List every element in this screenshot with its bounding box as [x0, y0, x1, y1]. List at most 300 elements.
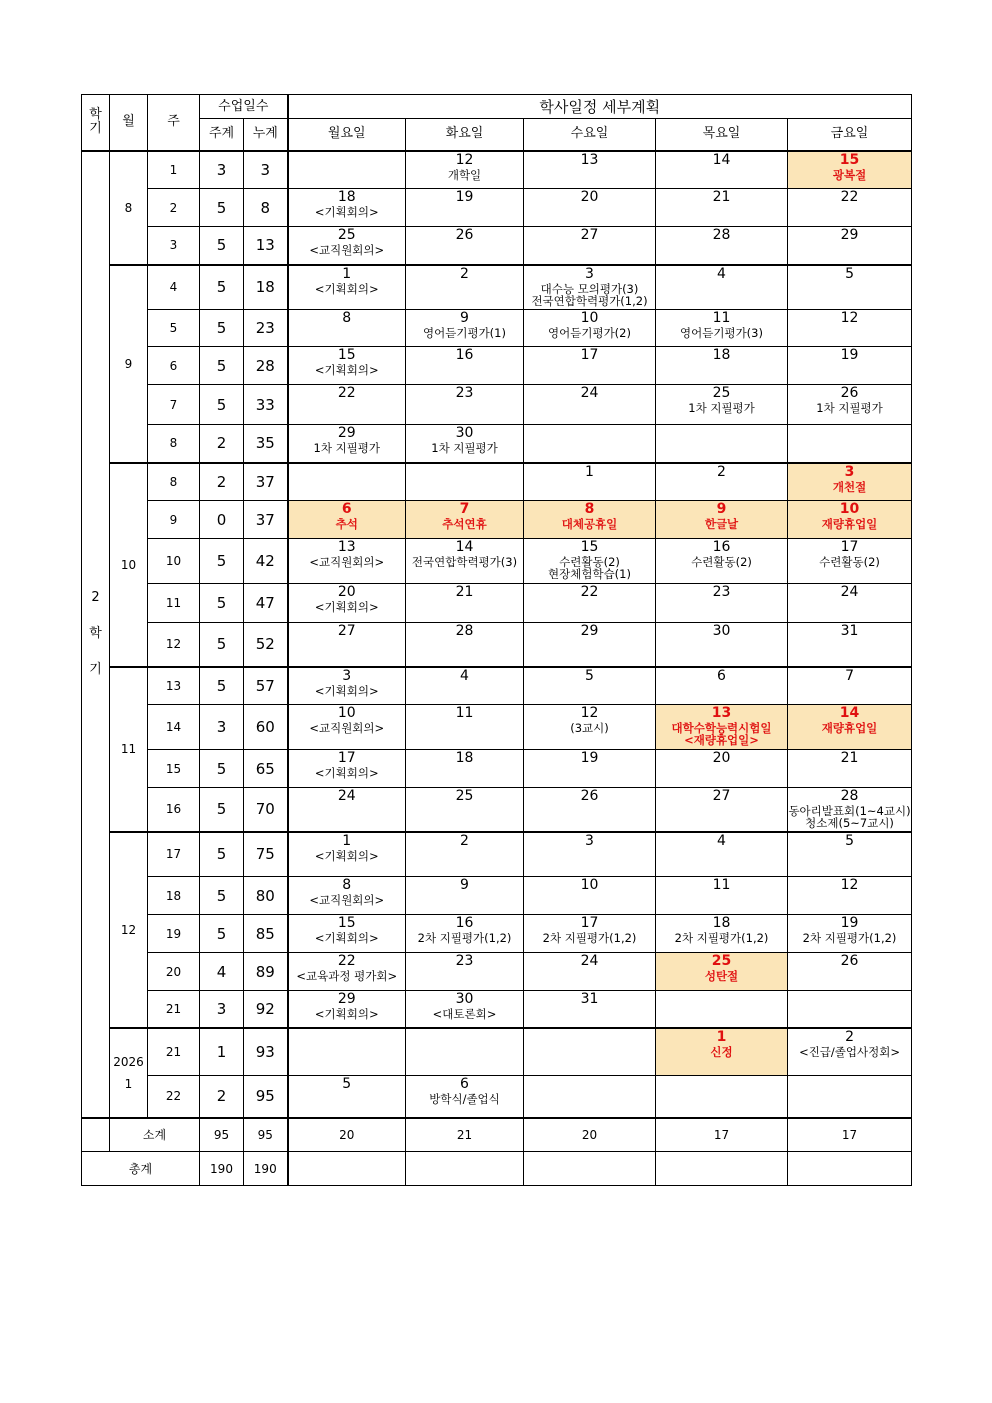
day-number: 1 — [342, 265, 352, 282]
day-cell — [656, 189, 788, 227]
day-number: 23 — [455, 385, 474, 401]
day-cell — [288, 953, 406, 991]
schedule-row — [82, 953, 912, 991]
event-label: 수련활동(2) — [691, 555, 752, 569]
day-cell — [788, 1028, 912, 1076]
day-number: 24 — [337, 788, 356, 804]
event-label: 2차 지필평가(1,2) — [417, 931, 512, 945]
weekly-days: 2 — [200, 425, 244, 463]
event-label: 대학수학능력시험일 — [671, 721, 772, 735]
day-number: 11 — [712, 310, 731, 326]
day-number: 27 — [712, 788, 731, 804]
day-cell — [406, 425, 524, 463]
day-cell — [524, 877, 656, 915]
day-cell — [656, 1028, 788, 1076]
cumulative-days: 95 — [244, 1076, 288, 1118]
event-label: <기획회의> — [314, 931, 379, 945]
event-label: <기획회의> — [314, 1007, 379, 1021]
cumulative-days: 35 — [244, 425, 288, 463]
day-number: 6 — [717, 667, 726, 684]
day-cell — [788, 623, 912, 667]
day-cell — [406, 991, 524, 1028]
day-number: 19 — [840, 915, 859, 931]
day-number: 20 — [337, 584, 356, 600]
day-cell — [288, 539, 406, 584]
event-label: <교직원회의> — [309, 721, 385, 735]
semester-header: 학 기 — [82, 95, 110, 151]
week-number: 22 — [148, 1076, 200, 1118]
day-cell — [524, 705, 656, 750]
day-cell — [288, 832, 406, 877]
day-cell — [288, 347, 406, 385]
subtotal-day-count: 21 — [406, 1118, 524, 1152]
month-cell: 10 — [110, 463, 148, 667]
event-label: <재량휴업일> — [684, 733, 759, 747]
day-number: 4 — [460, 667, 469, 684]
day-number: 5 — [845, 265, 854, 282]
day-number: 6 — [341, 501, 352, 517]
event-label: 2차 지필평가(1,2) — [542, 931, 637, 945]
event-label: <기획회의> — [314, 848, 379, 863]
day-cell — [656, 539, 788, 584]
event-label: <대토론회> — [432, 1007, 497, 1021]
event-label: 한글날 — [704, 517, 739, 531]
event-label: <기획회의> — [314, 600, 379, 614]
week-number: 11 — [148, 584, 200, 623]
event-label: <기획회의> — [314, 766, 379, 780]
cumulative-days: 93 — [244, 1028, 288, 1076]
day-number: 26 — [455, 227, 474, 243]
weekly-days: 5 — [200, 227, 244, 265]
day-number: 2 — [717, 463, 726, 480]
day-number: 15 — [839, 151, 860, 168]
plan-title: 학사일정 세부계획 — [288, 95, 912, 119]
schedule-row — [82, 915, 912, 953]
day-cell — [788, 539, 912, 584]
event-label: <교직원회의> — [309, 243, 385, 257]
day-number: 30 — [455, 425, 474, 441]
cumulative-days: 37 — [244, 463, 288, 501]
day-cell — [656, 584, 788, 623]
day-cell — [524, 953, 656, 991]
week-number: 10 — [148, 539, 200, 584]
day-cell — [524, 227, 656, 265]
week-number: 8 — [148, 425, 200, 463]
day-number: 30 — [712, 623, 731, 639]
weekly-days: 5 — [200, 347, 244, 385]
day-number: 1 — [585, 463, 594, 480]
day-cell — [288, 667, 406, 705]
weekly-days: 4 — [200, 953, 244, 991]
cumulative-days: 80 — [244, 877, 288, 915]
day-number: 28 — [712, 227, 731, 243]
day-cell — [288, 877, 406, 915]
weekly-days: 5 — [200, 265, 244, 310]
week-number: 1 — [148, 151, 200, 189]
subtotal-weekly: 95 — [200, 1118, 244, 1152]
day-number: 14 — [712, 151, 731, 168]
cumulative-days: 92 — [244, 991, 288, 1028]
day-number: 11 — [712, 877, 731, 893]
day-cell — [406, 877, 524, 915]
schedule-row — [82, 265, 912, 310]
weekly-days: 2 — [200, 1076, 244, 1118]
cumulative-days: 70 — [244, 788, 288, 832]
weekly-days: 3 — [200, 705, 244, 750]
day-cell — [288, 385, 406, 425]
day-cell — [524, 832, 656, 877]
day-number: 18 — [712, 347, 731, 363]
event-label: 청소제(5~7교시) — [805, 816, 894, 830]
event-label: 2차 지필평가(1,2) — [802, 931, 897, 945]
schedule-row — [82, 623, 912, 667]
weekday-header: 월요일 — [288, 119, 406, 151]
academic-schedule-table — [81, 94, 912, 1186]
cumulative-days: 18 — [244, 265, 288, 310]
weekly-days: 3 — [200, 991, 244, 1028]
schedule-row — [82, 667, 912, 705]
event-label: <기획회의> — [314, 281, 379, 296]
day-number: 21 — [455, 584, 474, 600]
schedule-row — [82, 832, 912, 877]
day-number: 22 — [840, 189, 859, 205]
day-number: 7 — [459, 501, 470, 517]
week-number: 4 — [148, 265, 200, 310]
total-cumulative: 190 — [244, 1152, 288, 1186]
week-number: 21 — [148, 991, 200, 1028]
month-cell: 9 — [110, 265, 148, 463]
day-number: 16 — [455, 915, 474, 931]
event-label: 광복절 — [832, 167, 867, 182]
day-number: 16 — [712, 539, 731, 555]
schedule-row — [82, 189, 912, 227]
weekly-days: 5 — [200, 877, 244, 915]
cumulative-days: 60 — [244, 705, 288, 750]
day-number: 13 — [711, 705, 732, 721]
day-cell — [288, 1028, 406, 1076]
subtotal-spacer — [82, 1118, 110, 1152]
event-label: 1차 지필평가 — [313, 441, 381, 455]
event-label: 1차 지필평가 — [431, 441, 498, 455]
day-cell — [524, 750, 656, 788]
weekly-days: 5 — [200, 667, 244, 705]
day-number: 4 — [717, 832, 726, 849]
day-number: 5 — [342, 1076, 352, 1092]
day-cell — [406, 750, 524, 788]
weekly-days: 5 — [200, 385, 244, 425]
day-cell — [288, 915, 406, 953]
day-number: 13 — [580, 151, 599, 168]
day-number: 17 — [840, 539, 859, 555]
day-number: 14 — [839, 705, 860, 721]
week-number: 3 — [148, 227, 200, 265]
day-cell — [406, 310, 524, 347]
day-cell — [288, 151, 406, 189]
day-number: 23 — [455, 953, 474, 969]
day-cell — [524, 501, 656, 539]
day-cell — [406, 915, 524, 953]
day-number: 3 — [585, 832, 594, 849]
day-number: 21 — [840, 750, 859, 766]
day-cell — [656, 265, 788, 310]
day-number: 29 — [840, 227, 859, 243]
weekly-days: 5 — [200, 623, 244, 667]
day-number: 3 — [585, 265, 594, 282]
event-label: <교육과정 평가회> — [296, 969, 398, 983]
day-cell — [288, 1076, 406, 1118]
day-cell — [788, 189, 912, 227]
cumulative-days: 75 — [244, 832, 288, 877]
total-empty-cell — [524, 1152, 656, 1186]
event-label: 전국연합학력평가(3) — [411, 555, 518, 569]
day-cell — [524, 915, 656, 953]
day-number: 27 — [580, 227, 599, 243]
subtotal-label: 소계 — [110, 1118, 200, 1152]
cumulative-days: 47 — [244, 584, 288, 623]
day-cell — [524, 265, 656, 310]
event-label: <기획회의> — [314, 363, 379, 377]
day-number: 22 — [337, 385, 356, 401]
day-number: 18 — [455, 750, 474, 766]
day-cell — [788, 227, 912, 265]
cumulative-days: 28 — [244, 347, 288, 385]
month-cell: 8 — [110, 151, 148, 265]
day-cell — [406, 385, 524, 425]
schedule-row — [82, 539, 912, 584]
weekly-days: 5 — [200, 750, 244, 788]
day-cell — [656, 310, 788, 347]
cumulative-header: 누계 — [244, 119, 288, 151]
day-number: 3 — [342, 667, 352, 684]
weekly-days: 5 — [200, 310, 244, 347]
week-number: 17 — [148, 832, 200, 877]
schedule-row — [82, 750, 912, 788]
day-cell — [524, 189, 656, 227]
weekly-days: 0 — [200, 501, 244, 539]
event-label: 영어듣기평가(2) — [548, 326, 631, 340]
day-cell — [524, 991, 656, 1028]
day-number: 9 — [716, 501, 727, 517]
week-number: 8 — [148, 463, 200, 501]
event-label: <교직원회의> — [309, 555, 385, 569]
day-cell — [524, 347, 656, 385]
day-number: 12 — [580, 705, 599, 721]
total-empty-cell — [656, 1152, 788, 1186]
day-cell — [406, 501, 524, 539]
event-label: 영어듣기평가(3) — [680, 326, 763, 340]
weekly-days: 2 — [200, 463, 244, 501]
day-number: 19 — [580, 750, 599, 766]
semester-label — [82, 151, 110, 1118]
day-number: 27 — [337, 623, 356, 639]
day-cell — [656, 385, 788, 425]
day-cell — [524, 385, 656, 425]
day-cell — [788, 1076, 912, 1118]
event-label: 2차 지필평가(1,2) — [674, 931, 769, 945]
day-cell — [656, 788, 788, 832]
week-number: 6 — [148, 347, 200, 385]
event-label: 개천절 — [832, 479, 867, 494]
day-cell — [656, 501, 788, 539]
event-label: 전국연합학력평가(1,2) — [531, 293, 648, 308]
schedule-row — [82, 584, 912, 623]
day-cell — [656, 623, 788, 667]
week-number: 21 — [148, 1028, 200, 1076]
day-cell — [524, 151, 656, 189]
event-label: 대체공휴일 — [561, 517, 618, 531]
day-cell — [656, 151, 788, 189]
week-number: 18 — [148, 877, 200, 915]
day-number: 12 — [455, 151, 474, 168]
event-label: 수련활동(2) — [819, 555, 880, 569]
day-cell — [406, 189, 524, 227]
day-number: 10 — [337, 705, 356, 721]
schedule-row — [82, 385, 912, 425]
day-number: 28 — [840, 788, 859, 804]
day-number: 8 — [342, 877, 352, 893]
subtotal-day-count: 17 — [788, 1118, 912, 1152]
weekly-days: 1 — [200, 1028, 244, 1076]
day-number: 22 — [337, 953, 356, 969]
day-number: 3 — [844, 463, 855, 480]
subtotal-day-count: 20 — [288, 1118, 406, 1152]
day-cell — [656, 347, 788, 385]
day-number: 22 — [580, 584, 599, 600]
day-number: 24 — [840, 584, 859, 600]
day-number: 31 — [840, 623, 859, 639]
total-row — [82, 1152, 912, 1186]
day-cell — [406, 832, 524, 877]
day-number: 10 — [580, 310, 599, 326]
day-cell — [406, 347, 524, 385]
weekly-header: 주계 — [200, 119, 244, 151]
schedule-row — [82, 425, 912, 463]
day-number: 15 — [337, 347, 356, 363]
day-cell — [288, 584, 406, 623]
day-number: 5 — [845, 832, 854, 849]
weekday-header: 목요일 — [656, 119, 788, 151]
cumulative-days: 13 — [244, 227, 288, 265]
day-number: 1 — [716, 1028, 727, 1045]
day-cell — [656, 425, 788, 463]
day-number: 21 — [712, 189, 731, 205]
day-number: 9 — [460, 310, 469, 326]
day-cell — [406, 539, 524, 584]
semester-text: 2 학 기 — [89, 590, 102, 677]
week-number: 20 — [148, 953, 200, 991]
cumulative-days: 57 — [244, 667, 288, 705]
day-number: 17 — [580, 347, 599, 363]
weekly-days: 5 — [200, 915, 244, 953]
day-cell — [288, 463, 406, 501]
week-number: 5 — [148, 310, 200, 347]
day-cell — [788, 584, 912, 623]
weekly-days: 5 — [200, 584, 244, 623]
weekly-days: 5 — [200, 788, 244, 832]
event-label: (3교시) — [570, 721, 609, 735]
month-cell: 12 — [110, 832, 148, 1028]
day-cell — [656, 953, 788, 991]
day-cell — [288, 501, 406, 539]
day-number: 29 — [580, 623, 599, 639]
day-cell — [524, 539, 656, 584]
event-label: <진급/졸업사정회> — [799, 1044, 900, 1059]
cumulative-days: 3 — [244, 151, 288, 189]
event-label: 신정 — [710, 1044, 733, 1059]
day-cell — [288, 227, 406, 265]
month-cell: 2026 1 — [110, 1028, 148, 1118]
schedule-row — [82, 788, 912, 832]
cumulative-days: 89 — [244, 953, 288, 991]
day-cell — [406, 623, 524, 667]
day-cell — [788, 750, 912, 788]
day-cell — [788, 705, 912, 750]
day-cell — [406, 151, 524, 189]
day-number: 29 — [337, 991, 356, 1007]
day-cell — [288, 310, 406, 347]
day-number: 28 — [455, 623, 474, 639]
day-number: 31 — [580, 991, 599, 1007]
week-number: 15 — [148, 750, 200, 788]
day-cell — [288, 788, 406, 832]
cumulative-days: 85 — [244, 915, 288, 953]
day-number: 11 — [455, 705, 474, 721]
day-cell — [406, 1028, 524, 1076]
day-cell — [524, 1076, 656, 1118]
day-cell — [788, 463, 912, 501]
schedule-row — [82, 1076, 912, 1118]
day-cell — [288, 623, 406, 667]
day-cell — [788, 501, 912, 539]
day-cell — [406, 788, 524, 832]
day-number: 13 — [337, 539, 356, 555]
subtotal-day-count: 17 — [656, 1118, 788, 1152]
day-number: 12 — [840, 877, 859, 893]
day-cell — [524, 463, 656, 501]
day-cell — [524, 667, 656, 705]
cumulative-days: 52 — [244, 623, 288, 667]
day-cell — [406, 1076, 524, 1118]
day-number: 24 — [580, 953, 599, 969]
day-cell — [288, 189, 406, 227]
day-number: 18 — [712, 915, 731, 931]
cumulative-days: 23 — [244, 310, 288, 347]
schedule-row — [82, 310, 912, 347]
cumulative-days: 33 — [244, 385, 288, 425]
day-number: 17 — [337, 750, 356, 766]
week-number: 14 — [148, 705, 200, 750]
day-number: 7 — [845, 667, 854, 684]
cumulative-days: 65 — [244, 750, 288, 788]
event-label: 현장체험학습(1) — [548, 567, 631, 581]
weekday-header: 금요일 — [788, 119, 912, 151]
day-number: 15 — [337, 915, 356, 931]
week-number: 13 — [148, 667, 200, 705]
total-empty-cell — [788, 1152, 912, 1186]
day-cell — [788, 877, 912, 915]
day-number: 9 — [460, 877, 469, 893]
event-label: 영어듣기평가(1) — [423, 326, 506, 340]
event-label: 1차 지필평가 — [688, 401, 755, 415]
event-label: 대수능 모의평가(3) — [540, 281, 639, 296]
day-cell — [656, 877, 788, 915]
day-number: 5 — [585, 667, 594, 684]
day-number: 10 — [580, 877, 599, 893]
day-cell — [788, 265, 912, 310]
day-number: 26 — [840, 385, 859, 401]
day-cell — [406, 463, 524, 501]
weekly-days: 5 — [200, 539, 244, 584]
